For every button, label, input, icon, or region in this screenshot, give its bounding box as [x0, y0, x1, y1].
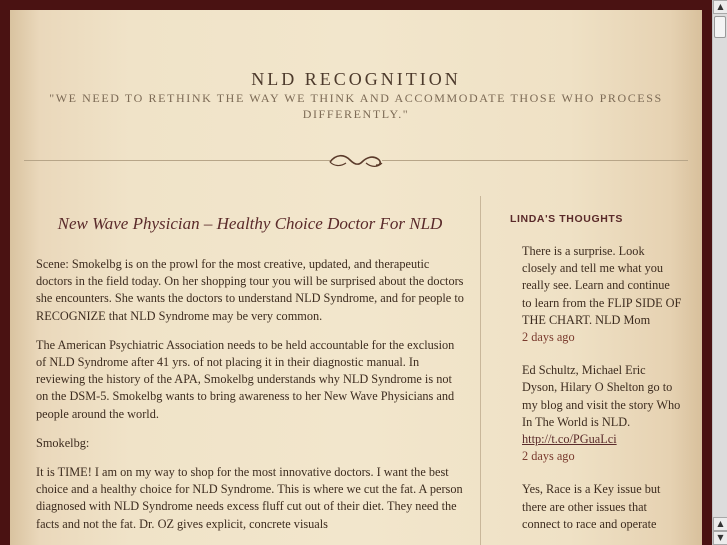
post-title[interactable]: New Wave Physician – Healthy Choice Doctor For NLD [57, 214, 443, 233]
post-paragraph: It is TIME! I am on my way to shop for the most innovative doctors. I want the best choice and a healthy choice for NLD Syndrome. This is where we cut the fat. A person diagnosed with NLD Syndrome needs excess fluff cut out of their diet. They need the facts and not the fat. Dr. OZ gives explicit, concrete visuals [36, 465, 463, 531]
scroll-up-arrow-icon[interactable]: ▲ [713, 0, 727, 14]
tweet-item [522, 362, 682, 465]
main-content [36, 208, 464, 545]
tweet-item [522, 243, 682, 346]
tweet-item [522, 481, 682, 533]
vertical-scrollbar[interactable] [712, 0, 727, 545]
scroll-down-arrow-icon[interactable]: ▼ [713, 531, 727, 545]
tweet-url-link[interactable]: http://t.co/PGuaLci [522, 432, 617, 447]
sidebar-heading: LINDA'S THOUGHTS [510, 213, 624, 225]
sidebar [510, 213, 682, 545]
tweet-text: There is a surprise. Look closely and tell me what you really see. Learn and continue to learn from the FLIP SIDE OF THE CHART. NLD Mom [522, 244, 682, 327]
post-paragraph: Smokelbg: [36, 435, 90, 450]
scroll-thumb[interactable] [714, 16, 726, 38]
post-paragraph: The American Psychiatric Association needs to be held accountable for the exclusion of NLD Syndrome after 41 yrs. of not placing it in their diagnostic manual. In reviewing the history of the APA, Smokelbg understands why NLD Syndrome is not on the DSM-5. Smokelbg wants to bring awareness to her New Wave Physicians and people around the world. [36, 337, 455, 421]
site-tagline: "WE NEED TO RETHINK THE WAY WE THINK AND ACCOMMODATE THOSE WHO PROCESS DIFFERENTLY." [49, 91, 663, 121]
header-divider-left [24, 160, 330, 161]
tweet-text-body: Ed Schultz, Michael Eric Dyson, Hilary O Shelton go to my blog and visit the story Who In The World is NLD. [522, 363, 681, 429]
tweet-time-link[interactable]: 2 days ago [522, 330, 575, 345]
flourish-ornament-icon [328, 151, 384, 171]
top-frame [0, 0, 712, 10]
post-paragraph: Scene: Smokelbg is on the prowl for the most creative, updated, and therapeutic doctors in the field today. On her shopping tour you will be surprised about the doctors she encounters. She wants the doctors to understand NLD Syndrome, and for people to RECOGNIZE that NLD Syndrome may be very common. [36, 257, 464, 323]
tweet-time-link[interactable]: 2 days ago [522, 449, 575, 464]
scroll-up-arrow-icon[interactable]: ▲ [713, 517, 727, 531]
column-divider [480, 196, 481, 545]
tweet-text: Yes, Race is a Key issue but there are other issues that connect to race and operate [522, 482, 661, 531]
page-container [10, 10, 702, 545]
header-divider-right [382, 160, 688, 161]
site-title[interactable]: NLD RECOGNITION [251, 69, 461, 89]
post-body [36, 256, 464, 533]
tweet-text [522, 362, 682, 448]
